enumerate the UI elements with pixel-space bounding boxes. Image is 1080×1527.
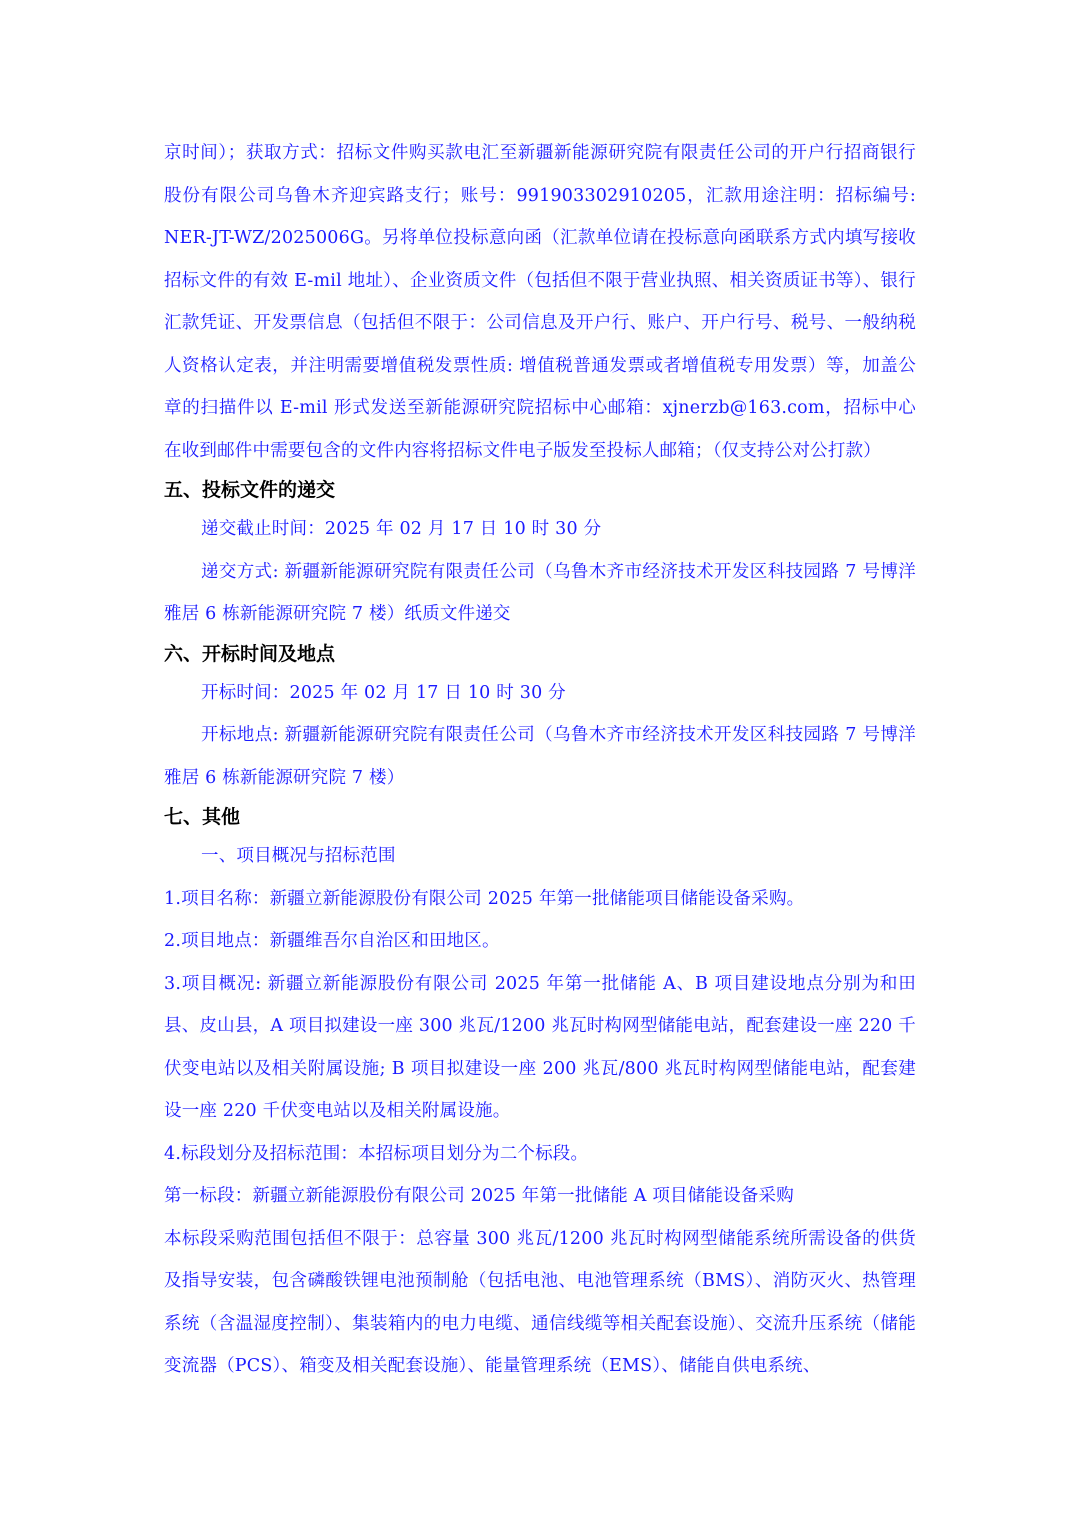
project-location: 2.项目地点：新疆维吾尔自治区和田地区。 [164, 931, 500, 951]
project-summary: 3.项目概况: 新疆立新能源股份有限公司 2025 年第一批储能 A、B 项目建设地点分别为和田县、皮山县，A 项目拟建设一座 300 兆瓦/1200 兆瓦时构网型储能电站，配套建设一座 220 千伏变电站以及相关附属设施; B 项目拟建设一座 200 兆瓦/800 兆瓦时构网型储能电站，配套建设一座 220 千伏变电站以及相关附属设施。 [164, 973, 916, 1121]
section-6-heading: 六、开标时间及地点 [164, 642, 336, 665]
section-5-heading: 五、投标文件的递交 [164, 479, 336, 501]
lot-1-title: 第一标段：新疆立新能源股份有限公司 2025 年第一批储能 A 项目储能设备采购 [164, 1186, 794, 1206]
opening-time: 开标时间：2025 年 02 月 17 日 10 时 30 分 [201, 682, 566, 703]
lot-division: 4.标段划分及招标范围：本招标项目划分为二个标段。 [164, 1143, 589, 1164]
intro-paragraph: 京时间）；获取方式：招标文件购买款电汇至新疆新能源研究院有限责任公司的开户行招商银行股份有限公司乌鲁木齐迎宾路支行；账号：991903302910205，汇款用途注明：招标编号: NER-JT-WZ/2025006G。另将单位投标意向函（汇款单位请在投标意向函联系方式内填写接收招标文件的有效 E-mil 地址）、企业资质文件（包括但不限于营业执照、相关资质证书等）、银行汇款凭证、开发票信息（包括但不限于：公司信息及开户行、账户、开户行号、税号、一般纳税人资格认定表，并注明需要增值税发票性质: 增值税普通发票或者增值税专用发票）等，加盖公章的扫描件以 E-mil 形式发送至新能源研究院招标中心邮箱：xjnerzb@163.com，招标中心在收到邮件中需要包含的文件内容将招标文件电子版发至投标人邮箱；（仅支持公对公打款） [164, 143, 916, 461]
opening-place: 开标地点: 新疆新能源研究院有限责任公司（乌鲁木齐市经济技术开发区科技园路 7 号博洋雅居 6 栋新能源研究院 7 楼） [164, 725, 916, 788]
submission-deadline: 递交截止时间：2025 年 02 月 17 日 10 时 30 分 [201, 519, 602, 539]
document-page [164, 132, 916, 1388]
project-name: 1.项目名称：新疆立新能源股份有限公司 2025 年第一批储能项目储能设备采购。 [164, 888, 805, 909]
lot-1-scope: 本标段采购范围包括但不限于：总容量 300 兆瓦/1200 兆瓦时构网型储能系统所需设备的供货及指导安装，包含磷酸铁锂电池预制舱（包括电池、电池管理系统（BMS）、消防灭火、热管理系统（含温湿度控制）、集装箱内的电力电缆、通信线缆等相关配套设施）、交流升压系统（储能变流器（PCS）、箱变及相关配套设施）、能量管理系统（EMS）、储能自供电系统、 [164, 1228, 916, 1376]
section-7-heading: 七、其他 [164, 806, 241, 828]
submission-method: 递交方式: 新疆新能源研究院有限责任公司（乌鲁木齐市经济技术开发区科技园路 7 号博洋雅居 6 栋新能源研究院 7 楼）纸质文件递交 [164, 561, 916, 624]
project-overview-subheading: 一、项目概况与招标范围 [201, 846, 396, 866]
